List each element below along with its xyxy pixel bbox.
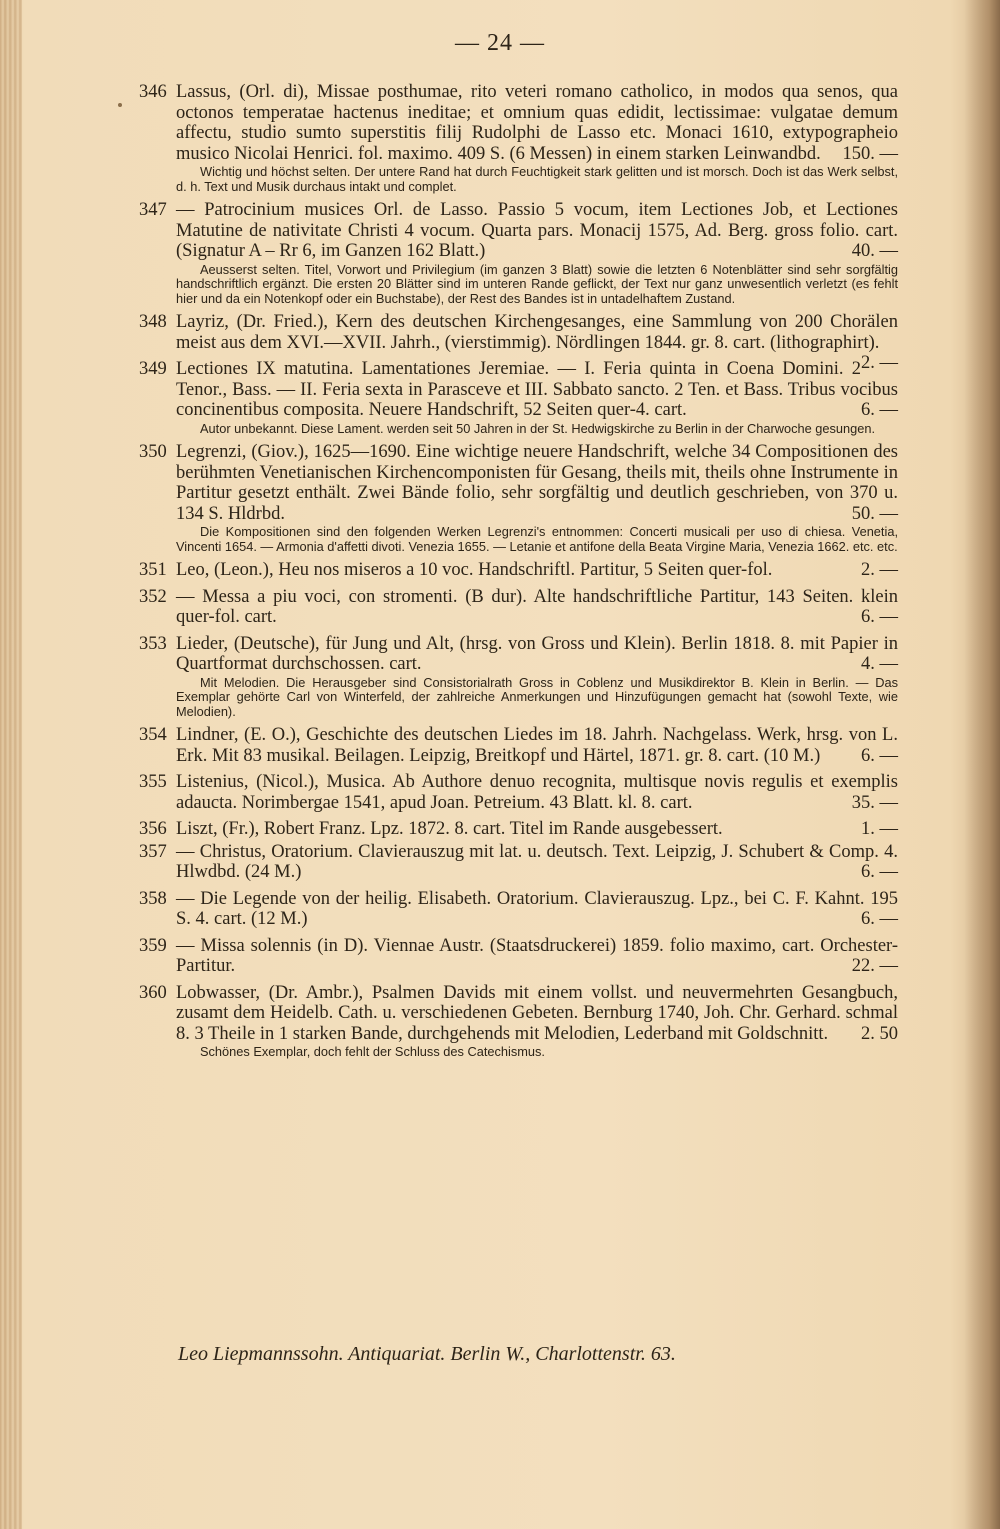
entry-note: Wichtig und höchst selten. Der untere Rand hat durch Feuchtigkeit stark gelitten und ist morsch. Doch ist das Werk selbst, d. h. Text und Musik durchaus intakt und complet.: [176, 164, 898, 194]
entry-text: Leo, (Leon.), Heu nos miseros a 10 voc. Handschriftl. Partitur, 5 Seiten quer-fol.: [176, 560, 773, 580]
catalog-entry: [139, 935, 898, 977]
entry-number: 350: [139, 442, 167, 462]
entry-number: 349: [139, 359, 167, 379]
catalog-entry: [139, 359, 898, 436]
entry-price: 6. —: [861, 745, 898, 766]
entry-price: 4. —: [861, 654, 898, 674]
entry-text: Liszt, (Fr.), Robert Franz. Lpz. 1872. 8. cart. Titel im Rande ausgebessert.: [176, 819, 723, 839]
entry-number: 347: [139, 200, 167, 220]
entry-price: 6. —: [861, 607, 898, 627]
entry-text: — Missa solennis (in D). Viennae Austr. (Staatsdruckerei) 1859. folio maximo, cart. Orchester-Partitur.: [176, 935, 898, 976]
catalog-entry: [139, 841, 898, 883]
entry-note: Mit Melodien. Die Herausgeber sind Consistorialrath Gross in Coblenz und Musikdirektor B. Klein in Berlin. — Das Exemplar gehörte Carl von Winterfeld, der zahlreiche Anmerkungen und Hinzufügungen gemacht hat (sowohl Texte, wie Melodien).: [176, 674, 898, 719]
entry-text: Layriz, (Dr. Fried.), Kern des deutschen Kirchengesanges, eine Sammlung von 200 Chorälen meist aus dem XVI.—XVII. Jahrh., (vierstimmig). Nördlingen 1844. gr. 8. cart. (lithographirt).: [176, 312, 898, 353]
catalog-entry: [139, 200, 898, 306]
publisher-footer: Leo Liepmannssohn. Antiquariat. Berlin W., Charlottenstr. 63.: [178, 1343, 676, 1365]
entry-price: 6. —: [861, 909, 898, 929]
entry-number: 356: [139, 819, 167, 839]
catalog-entry: [139, 82, 898, 194]
entry-note: Autor unbekannt. Diese Lament. werden seit 50 Jahren in der St. Hedwigskirche zu Berlin in der Charwoche gesungen.: [200, 420, 876, 436]
entry-text: — Christus, Oratorium. Clavierauszug mit lat. u. deutsch. Text. Leipzig, J. Schubert & Comp. 4. Hlwdbd. (24 M.): [176, 841, 898, 882]
entry-price: 2. —: [861, 353, 898, 373]
entry-text: Legrenzi, (Giov.), 1625—1690. Eine wichtige neuere Handschrift, welche 34 Compositionen des berühmten Venetianischen Kirchencomponisten für Gesang, theils mit, theils ohne Instrumente in Partitur gesetzt enthält. Zwei Bände folio, sehr sorgfältig und deutlich geschrieben, von 370 u. 134 S. Hldrbd.: [176, 442, 898, 524]
entry-price: 50. —: [851, 503, 898, 524]
entry-text: — Patrocinium musices Orl. de Lasso. Passio 5 vocum, item Lectiones Job, et Lectiones Matutine de nativitate Christi 4 vocum. Quarta pars. Monacij 1575, Ad. Berg. gross folio. cart. (Signatur A – Rr 6, im Ganzen 162 Blatt.): [176, 200, 898, 261]
page-number: — 24 —: [455, 30, 545, 56]
entry-number: 353: [139, 633, 167, 654]
catalog-entry: [139, 888, 898, 930]
entry-price: 2. —: [861, 560, 898, 580]
entry-price: 150. —: [842, 143, 898, 164]
entry-note: Schönes Exemplar, doch fehlt der Schluss des Catechismus.: [200, 1044, 545, 1059]
entry-price: 2. 50: [861, 1023, 898, 1044]
entry-text: Lobwasser, (Dr. Ambr.), Psalmen Davids mit einem vollst. und neuvermehrten Gesangbuch, zusamt dem Heidelb. Cath. u. verschiedenen Gebeten. Bernburg 1740, Joh. Chr. Gerhard. schmal 8. 3 Theile in 1 starken Bande, durchgehends mit Melodien, Lederband mit Goldschnitt.: [176, 982, 898, 1044]
entry-number: 346: [139, 82, 167, 102]
entry-number: 360: [139, 982, 167, 1003]
catalog-entry: [139, 586, 898, 628]
entry-number: 358: [139, 888, 167, 909]
entry-text: Lassus, (Orl. di), Missae posthumae, rito veteri romano catholico, in modos qua senos, qua octonos temperatae hactenus ineditae; et omnium quas edidit, lectissimae: vulgatae demum affectu, studio sumto superstitis filij Rudolphi de Lasso etc. Monaci 1610, extypographeio musico Nicolai Henrici. fol. maximo. 409 S. (6 Messen) in einem starken Leinwandbd.: [176, 82, 898, 164]
catalog-entry: [139, 725, 898, 766]
entry-note: Aeusserst selten. Titel, Vorwort und Privilegium (im ganzen 3 Blatt) sowie die letzten 6 Notenblätter sind sehr sorgfältig handschriftlich ergänzt. Die ersten 20 Blätter sind im unteren Rande geflickt, der Text nur ganz unwesentlich verletzt (es fehlt hier und da ein Notenkopf oder ein Buchstabe), der Rest des Bandes ist in untadelhaftem Zustand.: [176, 261, 898, 306]
entry-number: 352: [139, 586, 167, 607]
entry-note: Die Kompositionen sind den folgenden Werken Legrenzi's entnommen: Concerti musicali per uso di chiesa. Venetia, Vincenti 1654. — Armonia d'affetti divoti. Venezia 1655. — Letanie et antifone della Beata Virgine Maria, Venezia 1662. etc. etc.: [176, 524, 898, 554]
entry-price: 22. —: [851, 956, 898, 976]
entry-price: 40. —: [851, 241, 898, 261]
catalog-entry: [139, 560, 898, 581]
entry-text: — Die Legende von der heilig. Elisabeth. Oratorium. Clavierauszug. Lpz., bei C. F. Kahnt. 195 S. 4. cart. (12 M.): [176, 888, 898, 929]
entry-number: 351: [139, 560, 167, 580]
entry-price: 1. —: [861, 819, 898, 839]
entry-price: 35. —: [851, 792, 898, 813]
entry-number: 359: [139, 935, 167, 956]
catalog-entry: [139, 982, 898, 1060]
entry-number: 357: [139, 841, 167, 862]
entry-number: 354: [139, 725, 167, 745]
entry-text: Lectiones IX matutina. Lamentationes Jeremiae. — I. Feria quinta in Coena Domini. 2 Tenor., Bass. — II. Feria sexta in Parasceve et III. Sabbato sancto. 2 Ten. et Bass. Tribus vocibus concinentibus composita. Neuere Handschrift, 52 Seiten quer-4. cart.: [176, 359, 898, 420]
entry-text: Listenius, (Nicol.), Musica. Ab Authore denuo recognita, multisque novis regulis et exemplis adaucta. Norimbergae 1541, apud Joan. Petreium. 43 Blatt. kl. 8. cart.: [176, 772, 898, 813]
entry-number: 355: [139, 772, 167, 792]
catalog-entry: [139, 819, 898, 840]
entry-text: Lindner, (E. O.), Geschichte des deutschen Liedes im 18. Jahrh. Nachgelass. Werk, hrsg. von L. Erk. Mit 83 musikal. Beilagen. Leipzig, Breitkopf und Härtel, 1871. gr. 8. cart. (10 M.): [176, 725, 898, 766]
page-binding-gutter: [964, 0, 1000, 1529]
entry-text: — Messa a piu voci, con stromenti. (B dur). Alte handschriftliche Partitur, 143 Seiten. klein quer-fol. cart.: [176, 586, 898, 627]
margin-dot: [118, 103, 122, 107]
catalog-entry: [139, 633, 898, 720]
entry-price: 6. —: [861, 400, 898, 420]
entry-price: 6. —: [861, 862, 898, 882]
catalog-entry: [139, 772, 898, 813]
page-left-edge: [0, 0, 22, 1529]
entry-text: Lieder, (Deutsche), für Jung und Alt, (hrsg. von Gross und Klein). Berlin 1818. 8. mit Papier in Quartformat durchschossen. cart.: [176, 633, 898, 674]
catalog-entry: [139, 442, 898, 554]
entry-number: 348: [139, 312, 167, 332]
catalog-entries: [139, 82, 898, 1066]
